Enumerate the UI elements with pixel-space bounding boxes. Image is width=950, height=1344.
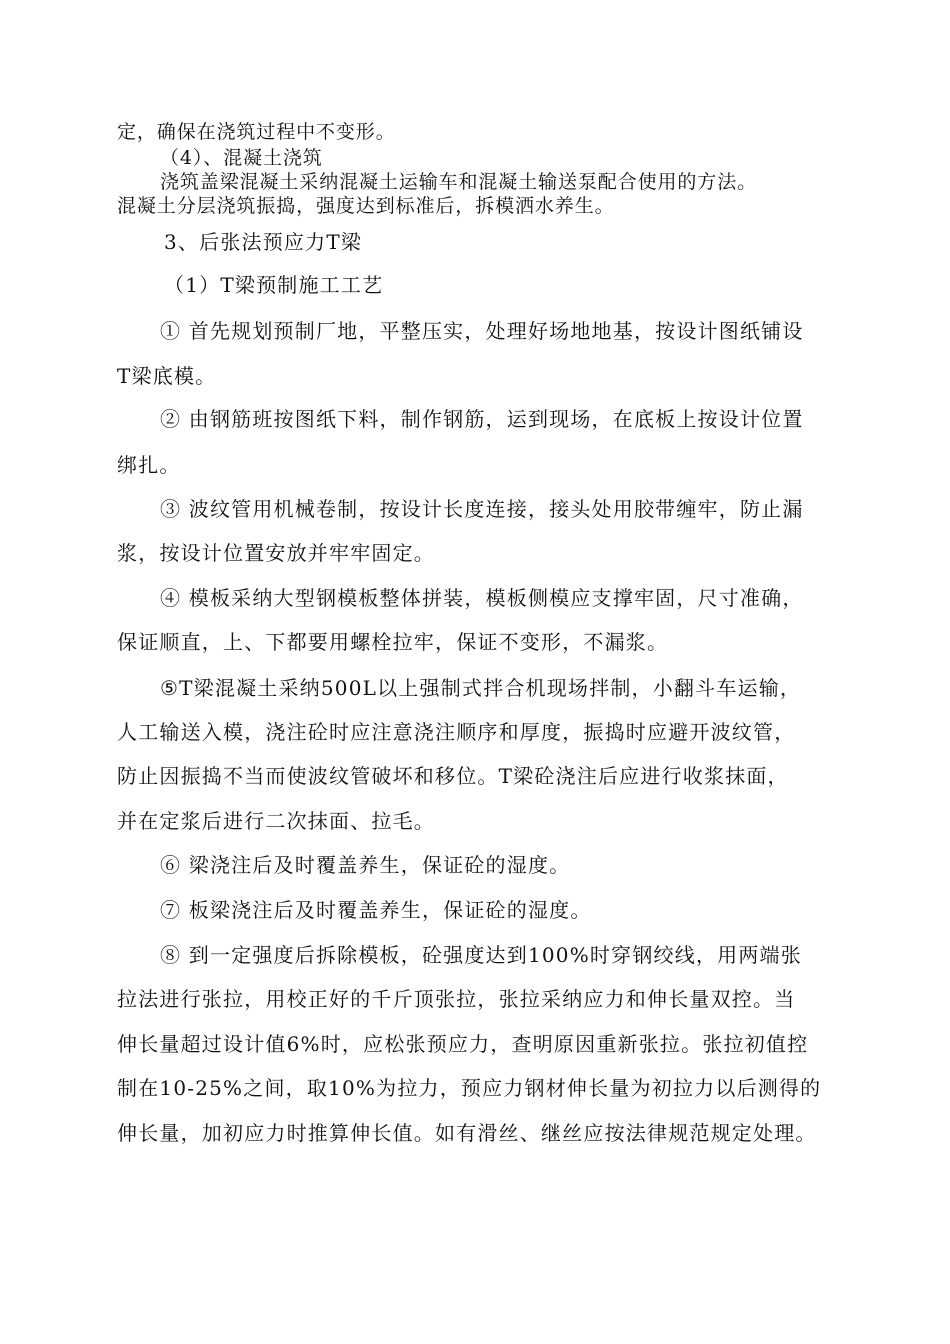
- text-line: 伸长量超过设计值6%时，应松张预应力，查明原因重新张拉。张拉初值控: [117, 1032, 809, 1056]
- text-line: 混凝土分层浇筑振捣，强度达到标准后，拆模洒水养生。: [117, 195, 615, 217]
- text-line: ⑤T梁混凝土采纳500L以上强制式拌合机现场拌制，小翻斗车运输，: [160, 676, 802, 700]
- text-line: ⑧ 到一定强度后拆除模板，砼强度达到100%时穿钢绞线，用两端张: [160, 943, 802, 967]
- text-line: ② 由钢筋班按图纸下料，制作钢筋，运到现场，在底板上按设计位置: [160, 407, 804, 431]
- section-heading: 3、后张法预应力T梁: [164, 230, 363, 254]
- text-line: 浆，按设计位置安放并牢牢固定。: [117, 541, 435, 565]
- text-line: 拉法进行张拉，用校正好的千斤顶张拉，张拉采纳应力和伸长量双控。当: [117, 987, 796, 1011]
- text-line: 制在10-25%之间，取10%为拉力，预应力钢材伸长量为初拉力以后测得的: [117, 1076, 822, 1100]
- text-line: 防止因振捣不当而使波纹管破坏和移位。T梁砼浇注后应进行收浆抹面，: [117, 764, 789, 788]
- text-line: ⑦ 板梁浇注后及时覆盖养生，保证砼的湿度。: [160, 898, 592, 922]
- text-line: T梁底模。: [117, 364, 217, 388]
- text-line: 人工输送入模，浇注砼时应注意浇注顺序和厚度，振捣时应避开波纹管，: [117, 720, 796, 744]
- text-line: ④ 模板采纳大型钢模板整体拼装，模板侧模应支撑牢固，尺寸准确，: [160, 586, 804, 610]
- section-heading: （4）、混凝土浇筑: [160, 147, 323, 169]
- text-line: 保证顺直，上、下都要用螺栓拉牢，保证不变形，不漏浆。: [117, 630, 669, 654]
- subsection-heading: （1）T梁预制施工工艺: [164, 273, 384, 297]
- text-line: 绑扎。: [117, 453, 181, 477]
- text-line: 伸长量，加初应力时推算伸长值。如有滑丝、继丝应按法律规范规定处理。: [117, 1121, 817, 1145]
- text-line: ① 首先规划预制厂地，平整压实，处理好场地地基，按设计图纸铺设: [160, 319, 804, 343]
- text-line: 并在定浆后进行二次抹面、拉毛。: [117, 809, 435, 833]
- text-line: 浇筑盖梁混凝土采纳混凝土运输车和混凝土输送泵配合使用的方法。: [160, 171, 758, 193]
- text-line: ⑥ 梁浇注后及时覆盖养生，保证砼的湿度。: [160, 853, 571, 877]
- text-line: ③ 波纹管用机械卷制，按设计长度连接，接头处用胶带缠牢，防止漏: [160, 497, 804, 521]
- text-line: 定，确保在浇筑过程中不变形。: [117, 121, 396, 143]
